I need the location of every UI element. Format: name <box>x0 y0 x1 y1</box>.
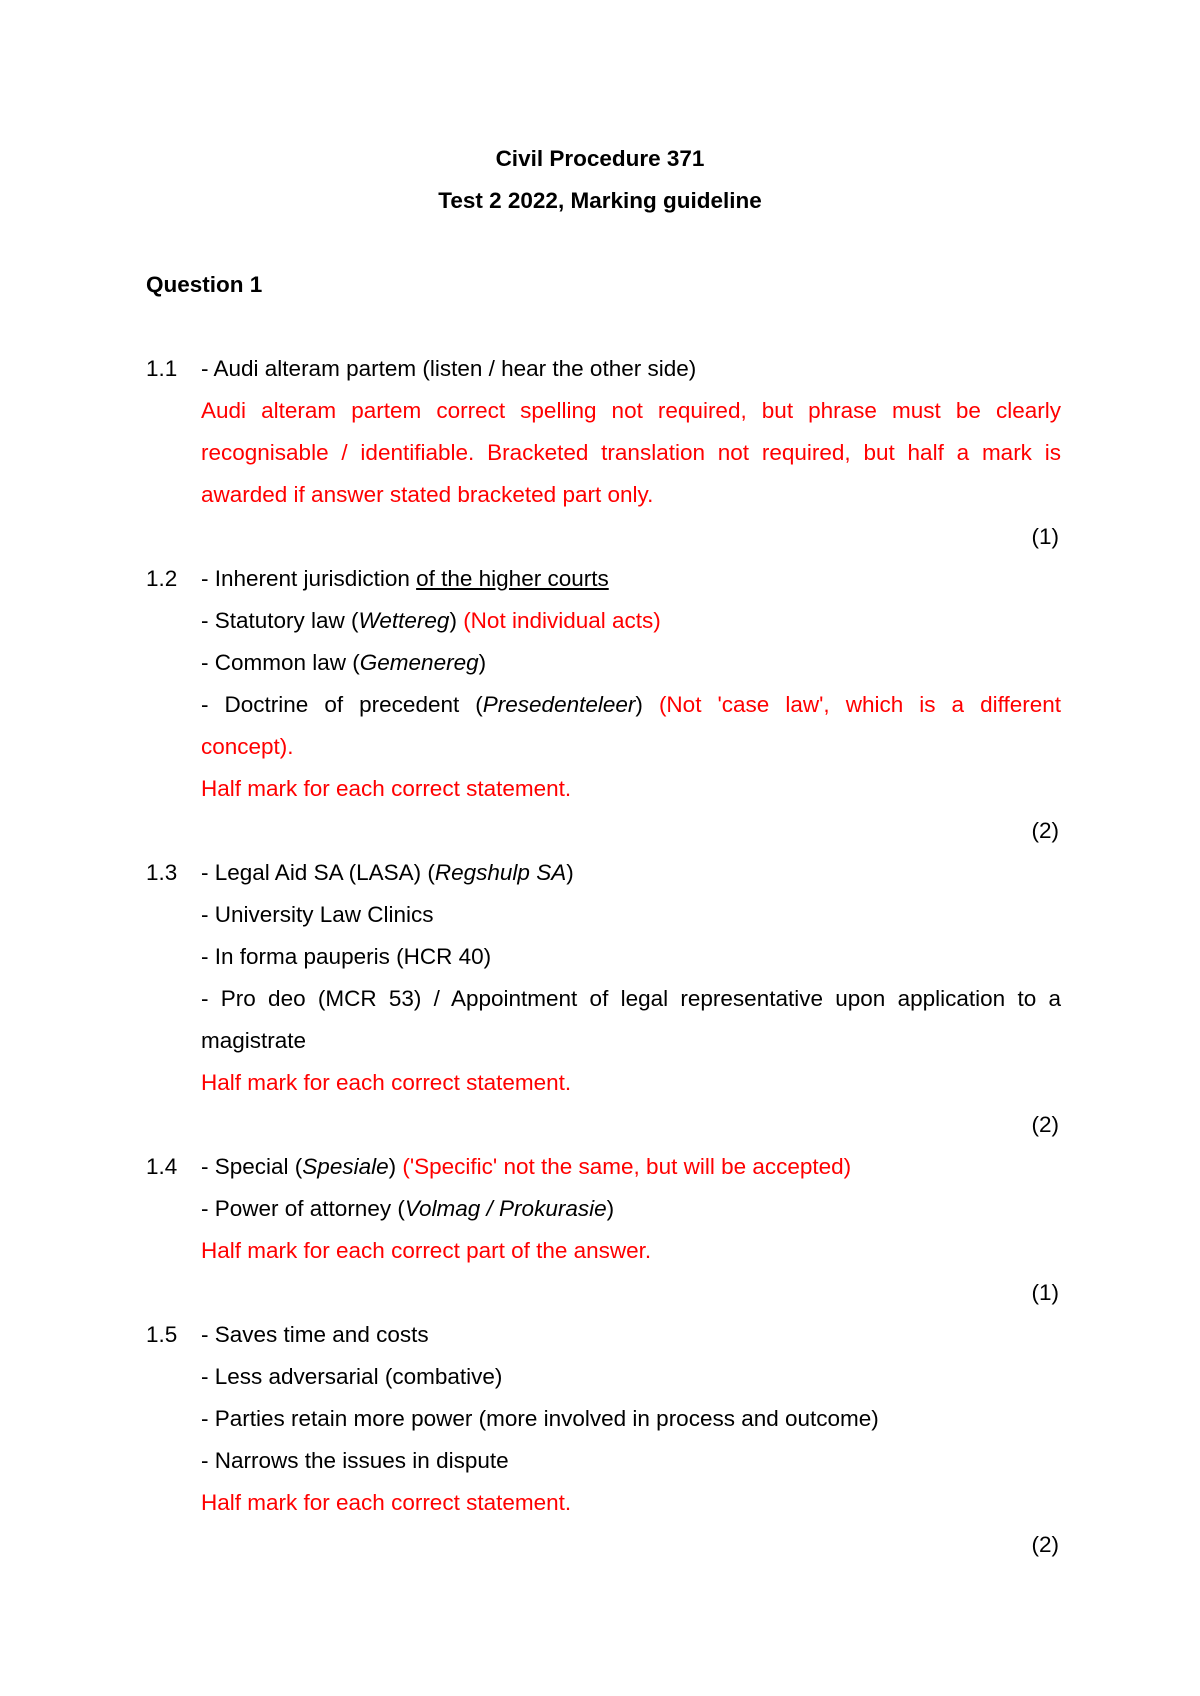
q1-5-answer-4: - Narrows the issues in dispute <box>201 1448 509 1473</box>
q1-2-answer-1: - Inherent jurisdiction of the higher courts <box>201 566 609 591</box>
q1-3-note: Half mark for each correct statement. <box>201 1070 572 1095</box>
q1-5-answer-1: - Saves time and costs <box>201 1322 429 1347</box>
q1-2-answer-3: - Common law (Gemenereg) <box>201 650 487 675</box>
q1-4-answer-1: - Special (Spesiale) ('Specific' not the same, but will be accepted) <box>201 1154 852 1179</box>
q1-2-mark: (2) <box>1031 818 1059 843</box>
q1-3-mark: (2) <box>1031 1112 1059 1137</box>
q1-1-note-line-3: awarded if answer stated bracketed part only. <box>201 482 654 507</box>
q1-4-answer-2: - Power of attorney (Volmag / Prokurasie) <box>201 1196 615 1221</box>
q1-5-mark: (2) <box>1031 1532 1059 1557</box>
q1-2-answer-4-cont: concept). <box>201 734 294 759</box>
q1-3-answer-2: - University Law Clinics <box>201 902 434 927</box>
q1-2-number: 1.2 <box>146 566 178 591</box>
q1-5-answer-3: - Parties retain more power (more involved in process and outcome) <box>201 1406 879 1431</box>
course-title: Civil Procedure 371 <box>495 146 705 171</box>
q1-3-answer-4-cont: magistrate <box>201 1028 307 1053</box>
q1-5-answer-2: - Less adversarial (combative) <box>201 1364 503 1389</box>
q1-2-note: Half mark for each correct statement. <box>201 776 572 801</box>
q1-1-note-line-1: Audi alteram partem correct spelling not required, but phrase must be clearly <box>201 398 1061 423</box>
q1-1-note-line-2: recognisable / identifiable. Bracketed translation not required, but half a mark is <box>201 440 1061 465</box>
q1-1-mark: (1) <box>1031 524 1059 549</box>
q1-4-mark: (1) <box>1031 1280 1059 1305</box>
q1-1-number: 1.1 <box>146 356 178 381</box>
underlined-text: of the higher courts <box>416 566 609 591</box>
q1-3-answer-4: - Pro deo (MCR 53) / Appointment of legal representative upon application to a <box>201 986 1061 1011</box>
q1-2-answer-4: - Doctrine of precedent (Presedenteleer) (Not 'case law', which is a different <box>201 692 1061 717</box>
q1-3-answer-3: - In forma pauperis (HCR 40) <box>201 944 492 969</box>
q1-1-answer: - Audi alteram partem (listen / hear the other side) <box>201 356 697 381</box>
q1-4-number: 1.4 <box>146 1154 178 1179</box>
question-1-heading: Question 1 <box>146 272 263 297</box>
q1-3-number: 1.3 <box>146 860 178 885</box>
test-subtitle: Test 2 2022, Marking guideline <box>438 188 762 213</box>
q1-3-answer-1: - Legal Aid SA (LASA) (Regshulp SA) <box>201 860 574 885</box>
q1-5-note: Half mark for each correct statement. <box>201 1490 572 1515</box>
q1-5-number: 1.5 <box>146 1322 178 1347</box>
q1-4-note: Half mark for each correct part of the answer. <box>201 1238 652 1263</box>
q1-2-answer-2: - Statutory law (Wettereg) (Not individual acts) <box>201 608 661 633</box>
